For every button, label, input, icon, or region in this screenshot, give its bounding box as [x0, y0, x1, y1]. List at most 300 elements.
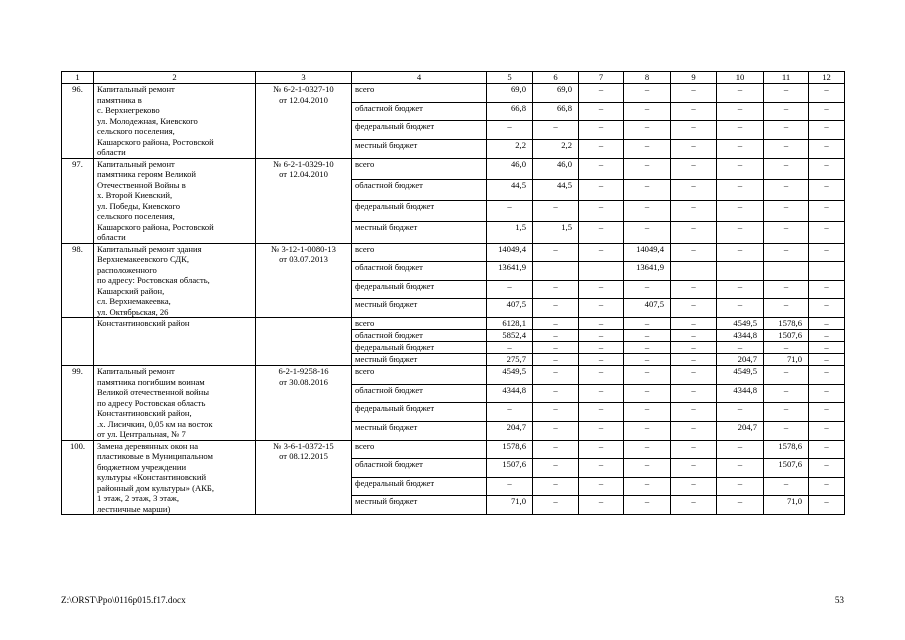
funding-source: всего: [352, 366, 487, 385]
amount-cell: –: [671, 342, 717, 354]
amount-cell: 13641,9: [624, 262, 671, 281]
amount-cell: –: [671, 354, 717, 366]
amount-cell: 2,2: [487, 139, 533, 158]
column-header: 3: [256, 72, 352, 84]
amount-cell: [533, 262, 579, 281]
amount-cell: –: [809, 222, 845, 243]
object-description: [94, 366, 256, 441]
amount-cell: –: [579, 299, 624, 318]
document-line: № 6-2-1-0327-10: [273, 84, 334, 94]
document-line: № 3-12-1-0080-13: [271, 243, 336, 254]
amount-cell: –: [671, 201, 717, 222]
row-number: 98.: [62, 243, 94, 318]
amount-cell: –: [764, 403, 809, 422]
amount-cell: –: [579, 354, 624, 366]
funding-source: всего: [352, 84, 487, 103]
amount-cell: 14049,4: [487, 243, 533, 262]
amount-cell: –: [624, 342, 671, 354]
description-line: ул. Молодежная, Киевского: [97, 115, 198, 126]
amount-cell: –: [579, 243, 624, 262]
description-line: .х. Лисичкин, 0,05 км на восток: [97, 418, 213, 429]
description-line: Константиновский район,: [97, 408, 192, 418]
amount-cell: –: [809, 84, 845, 103]
amount-cell: –: [624, 421, 671, 440]
amount-cell: –: [717, 139, 764, 158]
amount-cell: –: [717, 243, 764, 262]
description-line: Кашарского района, Ростовской: [97, 136, 214, 147]
row-number: 97.: [62, 158, 94, 243]
funding-source: областной бюджет: [352, 262, 487, 281]
amount-cell: –: [579, 222, 624, 243]
amount-cell: –: [809, 421, 845, 440]
amount-cell: –: [809, 403, 845, 422]
table-row: [62, 243, 845, 262]
amount-cell: –: [717, 179, 764, 200]
amount-cell: –: [579, 403, 624, 422]
document-reference: [256, 158, 352, 243]
amount-cell: –: [809, 440, 845, 459]
description-line: с. Верхнегреково: [97, 105, 160, 115]
amount-cell: –: [624, 440, 671, 459]
amount-cell: –: [487, 280, 533, 299]
amount-cell: –: [533, 243, 579, 262]
amount-cell: –: [809, 158, 845, 179]
amount-cell: –: [579, 201, 624, 222]
amount-cell: 1507,6: [764, 459, 809, 478]
amount-cell: –: [671, 477, 717, 496]
amount-cell: –: [579, 179, 624, 200]
description-line: области: [97, 232, 126, 242]
amount-cell: 4344,8: [717, 384, 764, 403]
amount-cell: –: [624, 459, 671, 478]
funding-source: федеральный бюджет: [352, 121, 487, 140]
amount-cell: 1578,6: [764, 318, 809, 330]
document-line: от 30.08.2016: [279, 376, 328, 387]
amount-cell: –: [579, 84, 624, 103]
funding-source: федеральный бюджет: [352, 403, 487, 422]
document-line: № 6-2-1-0329-10: [273, 158, 334, 169]
amount-cell: –: [717, 440, 764, 459]
document-line: от 12.04.2010: [279, 169, 328, 179]
amount-cell: –: [671, 421, 717, 440]
description-line: Верхнемакеевского СДК,: [97, 254, 189, 264]
description-line: по адресу: Ростовская область,: [97, 275, 210, 285]
description-line: по адресу Ростовская область: [97, 397, 206, 408]
amount-cell: –: [579, 280, 624, 299]
description-line: сельского поселения,: [97, 126, 175, 136]
amount-cell: –: [809, 280, 845, 299]
amount-cell: –: [487, 403, 533, 422]
amount-cell: –: [717, 477, 764, 496]
funding-source: областной бюджет: [352, 384, 487, 403]
object-description: [94, 158, 256, 243]
amount-cell: –: [671, 403, 717, 422]
row-number: 99.: [62, 366, 94, 441]
amount-cell: –: [579, 342, 624, 354]
document-line: от 12.04.2010: [279, 94, 328, 105]
amount-cell: –: [671, 243, 717, 262]
description-line: районный дом культуры» (АКБ,: [97, 482, 215, 493]
amount-cell: –: [624, 121, 671, 140]
funding-source: областной бюджет: [352, 179, 487, 200]
amount-cell: –: [579, 477, 624, 496]
amount-cell: –: [579, 318, 624, 330]
amount-cell: 1578,6: [764, 440, 809, 459]
column-header: 8: [624, 72, 671, 84]
amount-cell: –: [533, 421, 579, 440]
amount-cell: [809, 262, 845, 281]
description-line: Капитальный ремонт здания: [97, 243, 202, 254]
amount-cell: –: [624, 179, 671, 200]
file-path: Z:\ORST\Ppo\0116p015.f17.docx: [61, 595, 186, 605]
description-line: памятника героям Великой: [97, 169, 197, 179]
description-line: Капитальный ремонт: [97, 158, 175, 169]
amount-cell: –: [579, 384, 624, 403]
amount-cell: –: [809, 477, 845, 496]
column-header: 7: [579, 72, 624, 84]
funding-source: местный бюджет: [352, 139, 487, 158]
amount-cell: –: [579, 459, 624, 478]
amount-cell: –: [671, 496, 717, 515]
amount-cell: –: [624, 84, 671, 103]
amount-cell: –: [671, 179, 717, 200]
amount-cell: –: [533, 280, 579, 299]
amount-cell: –: [579, 366, 624, 385]
amount-cell: 407,5: [487, 299, 533, 318]
amount-cell: –: [487, 477, 533, 496]
amount-cell: 69,0: [533, 84, 579, 103]
description-line: бюджетном учреждении: [97, 461, 187, 472]
amount-cell: –: [764, 384, 809, 403]
amount-cell: –: [579, 139, 624, 158]
amount-cell: 66,8: [533, 102, 579, 121]
funding-source: местный бюджет: [352, 299, 487, 318]
amount-cell: –: [624, 384, 671, 403]
description-line: 1 этаж, 2 этаж, 3 этаж,: [97, 493, 179, 503]
object-description: [94, 440, 256, 515]
document-reference: [256, 440, 352, 515]
funding-source: областной бюджет: [352, 459, 487, 478]
funding-source: областной бюджет: [352, 330, 487, 342]
amount-cell: –: [671, 102, 717, 121]
amount-cell: –: [717, 158, 764, 179]
amount-cell: –: [764, 84, 809, 103]
column-header: 5: [487, 72, 533, 84]
amount-cell: –: [764, 421, 809, 440]
description-line: пластиковые в Муниципальном: [97, 451, 213, 461]
amount-cell: 204,7: [487, 421, 533, 440]
table-row: [62, 158, 845, 179]
amount-cell: –: [717, 102, 764, 121]
amount-cell: –: [671, 366, 717, 385]
amount-cell: –: [809, 354, 845, 366]
amount-cell: –: [809, 342, 845, 354]
amount-cell: 5852,4: [487, 330, 533, 342]
amount-cell: –: [624, 354, 671, 366]
amount-cell: –: [809, 201, 845, 222]
amount-cell: –: [717, 201, 764, 222]
amount-cell: –: [809, 139, 845, 158]
amount-cell: –: [671, 384, 717, 403]
amount-cell: [764, 262, 809, 281]
amount-cell: 4549,5: [717, 366, 764, 385]
amount-cell: –: [717, 459, 764, 478]
amount-cell: –: [717, 280, 764, 299]
description-line: Кашарского района, Ростовской: [97, 221, 214, 232]
amount-cell: –: [809, 496, 845, 515]
budget-table: [61, 71, 845, 515]
amount-cell: –: [671, 84, 717, 103]
funding-source: местный бюджет: [352, 222, 487, 243]
amount-cell: –: [487, 342, 533, 354]
description-line: сл. Верхнемакеевка,: [97, 296, 171, 306]
amount-cell: 1507,6: [764, 330, 809, 342]
amount-cell: [579, 262, 624, 281]
document-reference: [256, 366, 352, 441]
description-line: памятника погибшим воинам: [97, 376, 205, 387]
amount-cell: 14049,4: [624, 243, 671, 262]
column-header: 10: [717, 72, 764, 84]
object-description: [94, 318, 256, 366]
amount-cell: –: [624, 403, 671, 422]
amount-cell: –: [717, 299, 764, 318]
description-line: Константиновский район: [97, 318, 190, 328]
amount-cell: –: [624, 477, 671, 496]
description-line: лестничные марши): [97, 503, 171, 514]
column-header: 6: [533, 72, 579, 84]
description-line: области: [97, 147, 126, 157]
funding-source: местный бюджет: [352, 354, 487, 366]
amount-cell: –: [533, 121, 579, 140]
funding-source: всего: [352, 440, 487, 459]
amount-cell: –: [764, 299, 809, 318]
document-reference: [256, 318, 352, 366]
amount-cell: –: [579, 102, 624, 121]
row-number: 100.: [62, 440, 94, 515]
object-description: [94, 243, 256, 318]
amount-cell: 1507,6: [487, 459, 533, 478]
amount-cell: –: [579, 121, 624, 140]
amount-cell: 46,0: [487, 158, 533, 179]
amount-cell: –: [764, 342, 809, 354]
amount-cell: –: [764, 477, 809, 496]
description-line: сельского поселения,: [97, 211, 175, 221]
amount-cell: –: [533, 496, 579, 515]
amount-cell: –: [764, 121, 809, 140]
description-line: Отечественной Войны в: [97, 179, 186, 190]
amount-cell: –: [579, 496, 624, 515]
description-line: Великой отечественной войны: [97, 387, 210, 397]
amount-cell: –: [809, 318, 845, 330]
amount-cell: –: [764, 243, 809, 262]
amount-cell: 71,0: [764, 496, 809, 515]
table-row: [62, 318, 845, 330]
amount-cell: –: [579, 421, 624, 440]
amount-cell: –: [533, 366, 579, 385]
amount-cell: –: [624, 330, 671, 342]
table-row: [62, 440, 845, 459]
row-number: [62, 318, 94, 366]
amount-cell: –: [671, 280, 717, 299]
amount-cell: –: [764, 139, 809, 158]
amount-cell: –: [624, 280, 671, 299]
amount-cell: –: [671, 440, 717, 459]
amount-cell: –: [764, 179, 809, 200]
amount-cell: –: [809, 179, 845, 200]
amount-cell: –: [671, 330, 717, 342]
document-line: от 03.07.2013: [279, 254, 328, 264]
amount-cell: 66,8: [487, 102, 533, 121]
amount-cell: –: [717, 84, 764, 103]
amount-cell: –: [579, 330, 624, 342]
amount-cell: –: [671, 318, 717, 330]
description-line: Капитальный ремонт: [97, 84, 175, 94]
amount-cell: 6128,1: [487, 318, 533, 330]
amount-cell: 204,7: [717, 354, 764, 366]
amount-cell: –: [764, 366, 809, 385]
amount-cell: –: [487, 201, 533, 222]
column-header: 9: [671, 72, 717, 84]
amount-cell: –: [809, 366, 845, 385]
amount-cell: –: [809, 299, 845, 318]
amount-cell: 44,5: [533, 179, 579, 200]
amount-cell: 1,5: [533, 222, 579, 243]
amount-cell: –: [533, 477, 579, 496]
table-row: [62, 366, 845, 385]
amount-cell: –: [764, 222, 809, 243]
funding-source: местный бюджет: [352, 496, 487, 515]
table-row: [62, 84, 845, 103]
amount-cell: –: [487, 121, 533, 140]
funding-source: федеральный бюджет: [352, 280, 487, 299]
amount-cell: –: [533, 201, 579, 222]
funding-source: федеральный бюджет: [352, 342, 487, 354]
amount-cell: –: [809, 243, 845, 262]
funding-source: всего: [352, 243, 487, 262]
row-number: 96.: [62, 84, 94, 159]
description-line: от ул. Центральная, № 7: [97, 429, 186, 439]
amount-cell: –: [671, 222, 717, 243]
description-line: Капитальный ремонт: [97, 366, 175, 376]
funding-source: всего: [352, 318, 487, 330]
amount-cell: –: [717, 496, 764, 515]
amount-cell: 407,5: [624, 299, 671, 318]
funding-source: федеральный бюджет: [352, 477, 487, 496]
document-reference: [256, 243, 352, 318]
document-reference: [256, 84, 352, 159]
column-header: 1: [62, 72, 94, 84]
description-line: ул. Октябрьская, 26: [97, 306, 169, 317]
amount-cell: –: [624, 496, 671, 515]
amount-cell: 4549,5: [717, 318, 764, 330]
amount-cell: –: [717, 222, 764, 243]
amount-cell: –: [533, 330, 579, 342]
amount-cell: –: [533, 440, 579, 459]
amount-cell: –: [624, 318, 671, 330]
amount-cell: –: [764, 280, 809, 299]
amount-cell: –: [717, 403, 764, 422]
amount-cell: –: [671, 121, 717, 140]
amount-cell: 1,5: [487, 222, 533, 243]
amount-cell: 2,2: [533, 139, 579, 158]
amount-cell: –: [533, 318, 579, 330]
amount-cell: 13641,9: [487, 262, 533, 281]
amount-cell: 4344,8: [487, 384, 533, 403]
funding-source: всего: [352, 158, 487, 179]
amount-cell: –: [671, 299, 717, 318]
amount-cell: 71,0: [764, 354, 809, 366]
amount-cell: –: [671, 459, 717, 478]
funding-source: областной бюджет: [352, 102, 487, 121]
amount-cell: –: [764, 102, 809, 121]
header-row: [62, 72, 845, 84]
amount-cell: –: [624, 201, 671, 222]
amount-cell: –: [533, 299, 579, 318]
amount-cell: [717, 262, 764, 281]
description-line: х. Второй Киевский,: [97, 190, 173, 200]
document-line: № 3-6-1-0372-15: [273, 440, 334, 451]
amount-cell: –: [809, 102, 845, 121]
description-line: памятника в: [97, 94, 142, 105]
page-number: 53: [834, 595, 844, 605]
amount-cell: 4344,8: [717, 330, 764, 342]
column-header: 2: [94, 72, 256, 84]
amount-cell: –: [579, 158, 624, 179]
column-header: 4: [352, 72, 487, 84]
amount-cell: –: [533, 459, 579, 478]
column-header: 12: [809, 72, 845, 84]
amount-cell: 46,0: [533, 158, 579, 179]
amount-cell: –: [717, 342, 764, 354]
description-line: расположенного: [97, 264, 157, 275]
amount-cell: –: [764, 158, 809, 179]
amount-cell: –: [809, 330, 845, 342]
amount-cell: –: [624, 222, 671, 243]
description-line: Замена деревянных окон на: [97, 440, 199, 451]
description-line: ул. Победы, Киевского: [97, 200, 181, 211]
amount-cell: 44,5: [487, 179, 533, 200]
amount-cell: [671, 262, 717, 281]
amount-cell: –: [671, 158, 717, 179]
amount-cell: –: [809, 384, 845, 403]
amount-cell: –: [624, 102, 671, 121]
amount-cell: 204,7: [717, 421, 764, 440]
amount-cell: 275,7: [487, 354, 533, 366]
amount-cell: –: [809, 459, 845, 478]
amount-cell: –: [624, 158, 671, 179]
amount-cell: –: [717, 121, 764, 140]
column-header: 11: [764, 72, 809, 84]
funding-source: федеральный бюджет: [352, 201, 487, 222]
amount-cell: –: [764, 201, 809, 222]
amount-cell: 1578,6: [487, 440, 533, 459]
amount-cell: –: [533, 403, 579, 422]
amount-cell: 71,0: [487, 496, 533, 515]
amount-cell: –: [533, 342, 579, 354]
description-line: Кашарский район,: [97, 285, 165, 296]
amount-cell: –: [533, 384, 579, 403]
amount-cell: –: [624, 139, 671, 158]
amount-cell: –: [624, 366, 671, 385]
description-line: культуры «Константиновский: [97, 472, 207, 482]
amount-cell: 69,0: [487, 84, 533, 103]
document-line: 6-2-1-9258-16: [278, 366, 329, 376]
amount-cell: –: [671, 139, 717, 158]
document-line: от 08.12.2015: [279, 451, 328, 461]
object-description: [94, 84, 256, 159]
amount-cell: –: [579, 440, 624, 459]
amount-cell: 4549,5: [487, 366, 533, 385]
